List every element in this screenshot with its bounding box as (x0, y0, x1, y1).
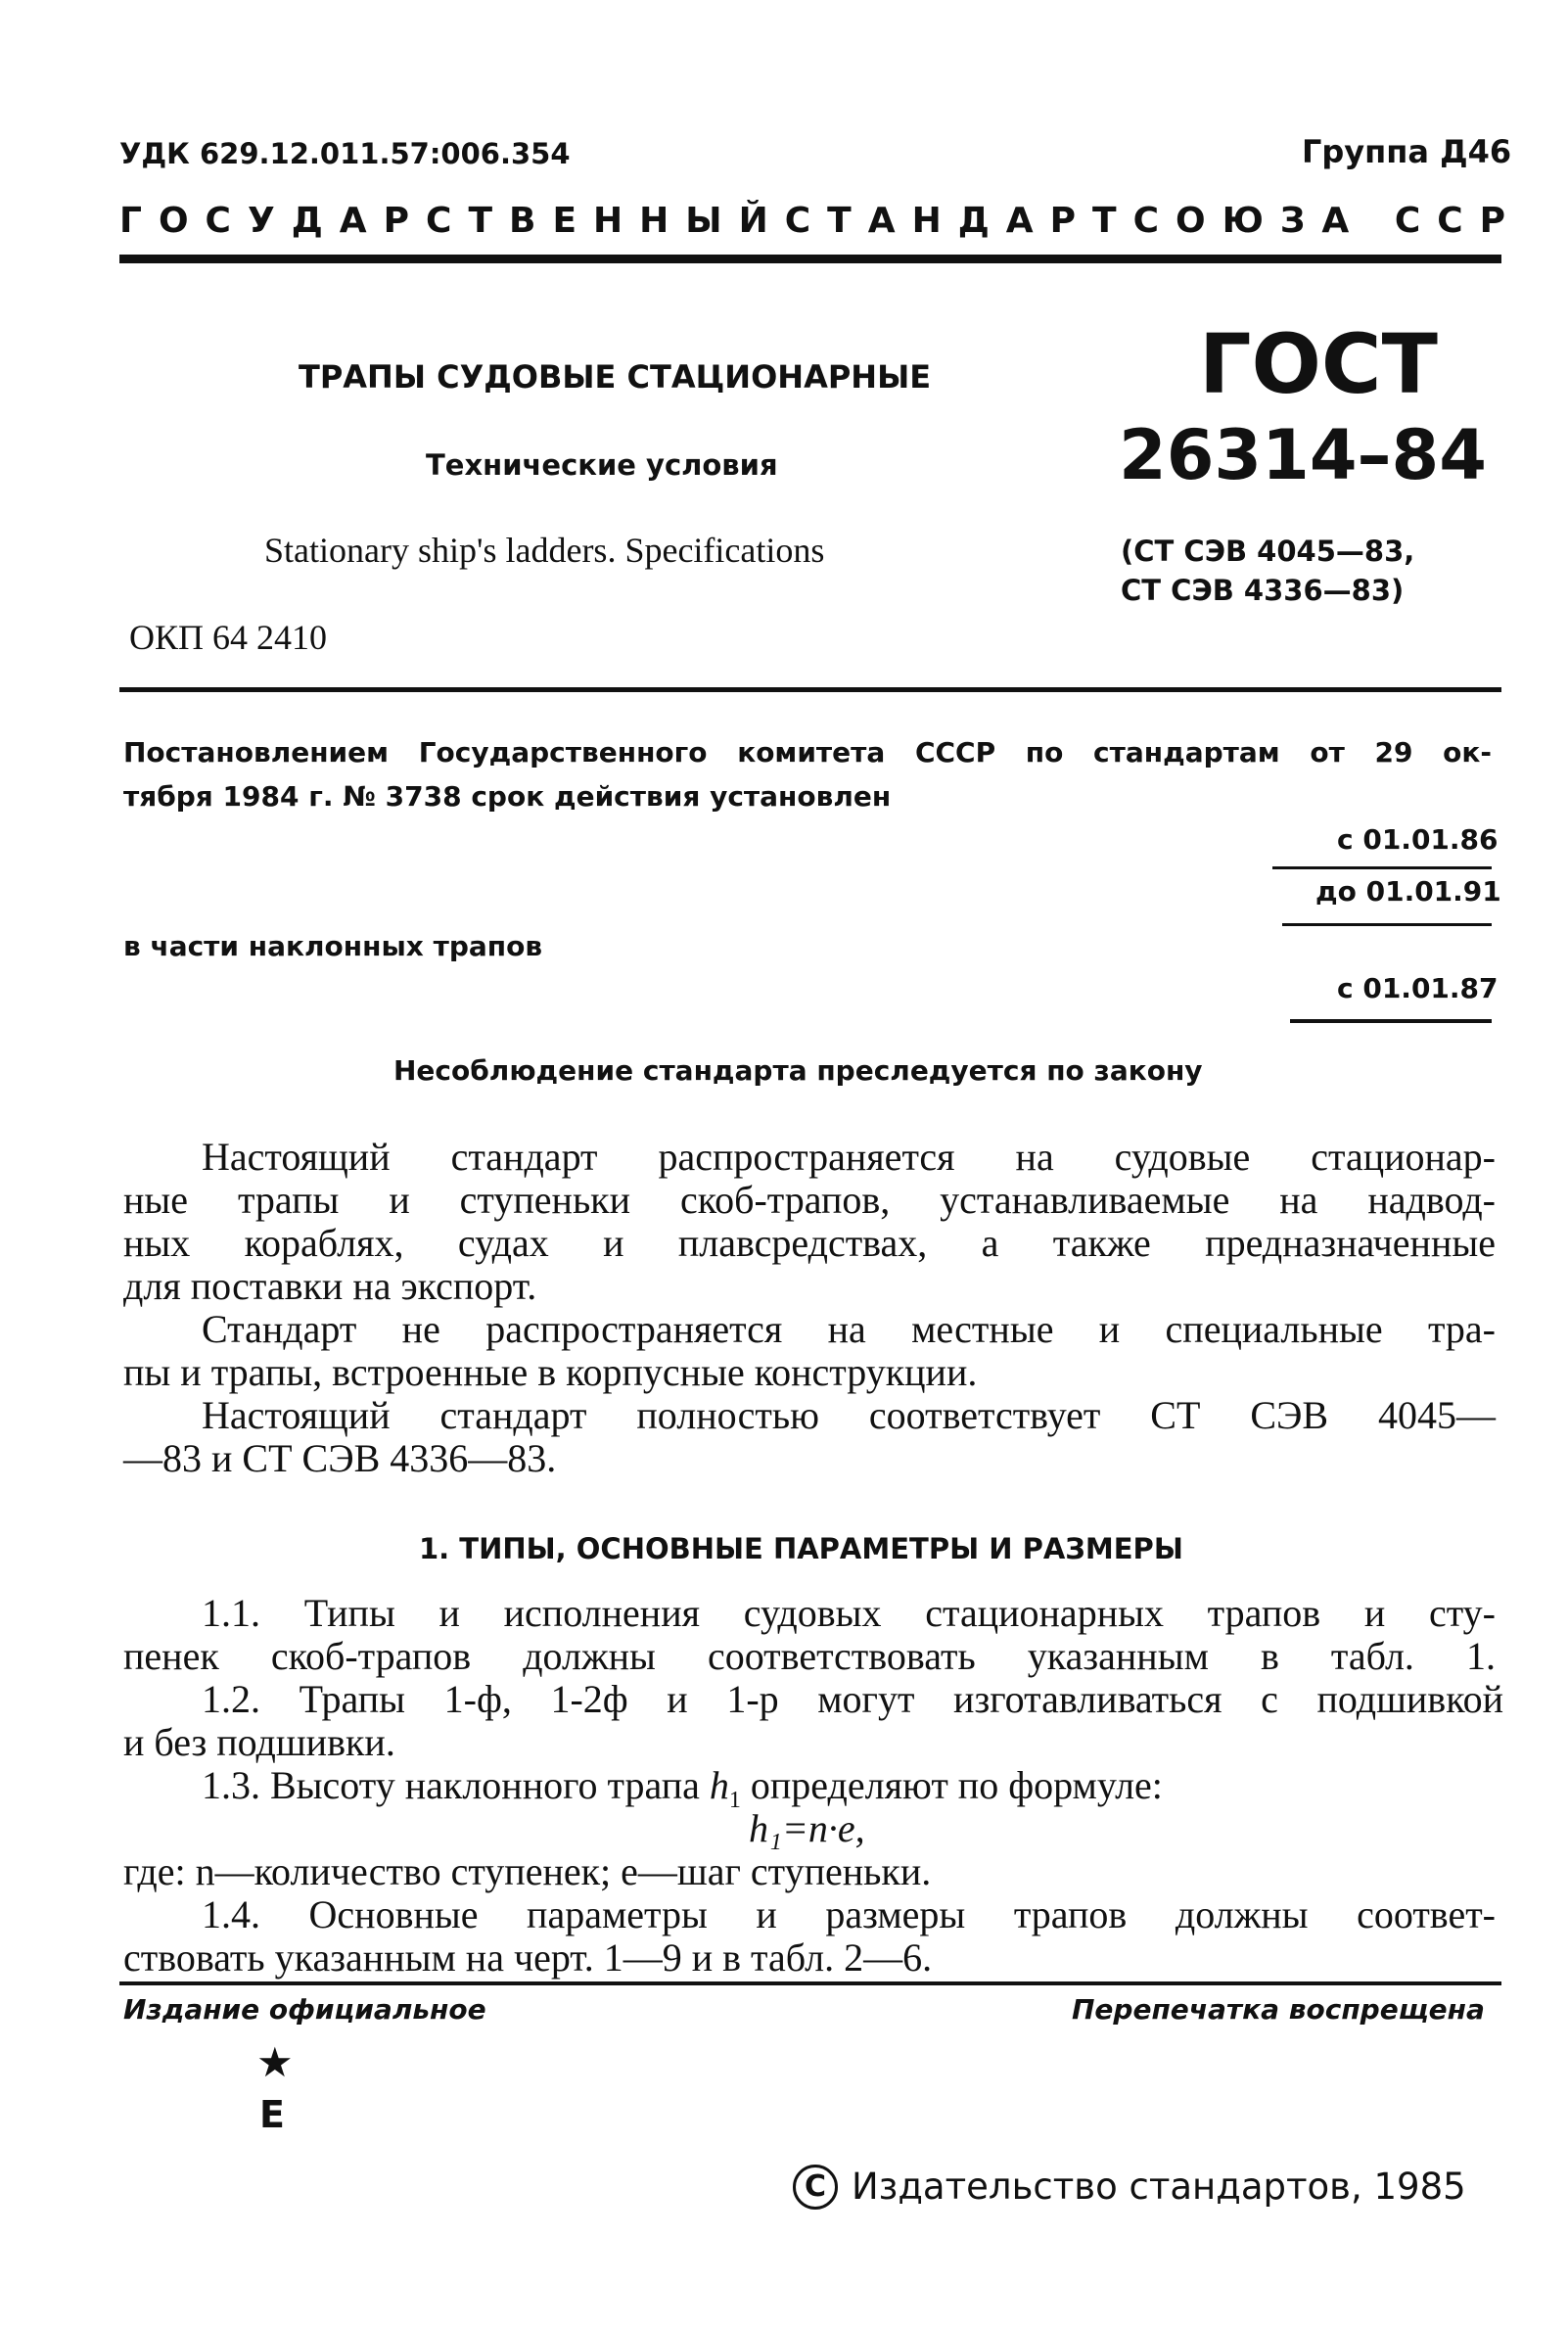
clause-1-4 (123, 1893, 1496, 1980)
text-line: Стандарт не распространяется на местные и специальные тра- (202, 1307, 1496, 1351)
udk-code: УДК 629.12.011.57:006.354 (119, 137, 571, 170)
text-line: ствовать указанным на черт. 1—9 и в табл. 2—6. (123, 1935, 933, 1980)
footer-rule (119, 1981, 1501, 1985)
text-line: пы и трапы, встроенные в корпусные конструкции. (123, 1350, 978, 1394)
banner-word-3: СОЮЗА ССР (1132, 201, 1523, 241)
okp-code: ОКП 64 2410 (129, 618, 328, 657)
text-line: Настоящий стандарт полностью соответствует СТ СЭВ 4045— (202, 1393, 1496, 1437)
section-1-heading: 1. ТИПЫ, ОСНОВНЫЕ ПАРАМЕТРЫ И РАЗМЕРЫ (419, 1532, 1183, 1565)
text-line: 1.1. Типы и исполнения судовых стационарных трапов и сту- (202, 1591, 1496, 1635)
text-line: для поставки на экспорт. (123, 1264, 537, 1308)
banner-word-2: СТАНДАРТ (784, 201, 1133, 241)
decree-line-2: тября 1984 г. № 3738 срок действия установлен (123, 780, 892, 813)
text-line: —83 и СТ СЭВ 4336—83. (123, 1436, 557, 1480)
state-standard-banner (119, 201, 1523, 241)
text-line: ных кораблях, судах и плавсредствах, а также предназначенные (123, 1221, 1496, 1265)
text-line: 1.3. Высоту наклонного трапа (202, 1763, 700, 1807)
title-block-rule (119, 687, 1501, 692)
date-effective-to: до 01.01.91 (1315, 875, 1501, 908)
clause-1-1 (123, 1592, 1496, 1678)
inclined-effective-from: с 01.01.87 (1337, 972, 1499, 1004)
intro-paragraph-3 (123, 1394, 1496, 1480)
date-rule-1 (1272, 866, 1492, 869)
formula-legend: где: n—количество ступенек; e—шаг ступеньки. (123, 1849, 932, 1893)
formula: h₁=n·e, (749, 1806, 865, 1850)
reprint-prohibited: Перепечатка воспрещена (1072, 1993, 1485, 2026)
edition-letter: Е (259, 2093, 285, 2136)
clause-1-2 (123, 1678, 1503, 1764)
text-line: ные трапы и ступеньки скоб-трапов, устанавливаемые на надвод- (123, 1178, 1496, 1222)
gost-label: ГОСТ (1199, 316, 1438, 412)
official-edition: Издание официальное (123, 1993, 486, 2026)
text-line: и без подшивки. (123, 1720, 395, 1764)
copyright-text: Издательство стандартов, 1985 (852, 2166, 1466, 2208)
st-sev-line-1: (СТ СЭВ 4045—83, (1121, 535, 1415, 568)
text-line: 1.4. Основные параметры и размеры трапов должны соответ- (202, 1892, 1496, 1936)
copyright-line (793, 2164, 1466, 2210)
intro-paragraph-1 (123, 1136, 1496, 1308)
intro-paragraph-2 (123, 1308, 1496, 1394)
date-effective-from: с 01.01.86 (1337, 823, 1499, 856)
title-ru: ТРАПЫ СУДОВЫЕ СТАЦИОНАРНЫЕ (299, 358, 932, 396)
date-rule-2 (1282, 923, 1492, 926)
title-en: Stationary ship's ladders. Specifications (264, 531, 825, 570)
st-sev-line-2: СТ СЭВ 4336—83) (1121, 574, 1405, 607)
inclined-ladders-label: в части наклонных трапов (123, 930, 543, 962)
variable-subscript: 1 (728, 1788, 741, 1813)
header-thick-rule (119, 255, 1501, 263)
gost-number: 26314–84 (1119, 415, 1487, 495)
variable-h: h (709, 1763, 729, 1807)
law-notice: Несоблюдение стандарта преследуется по закону (393, 1054, 1203, 1087)
banner-word-1: ГОСУДАРСТВЕННЫЙ (119, 201, 785, 241)
star-icon: ★ (256, 2038, 294, 2086)
decree-line-1 (123, 736, 1492, 769)
text-line: 1.2. Трапы 1-ф, 1-2ф и 1-р могут изготавливаться с подшивкой (202, 1677, 1503, 1721)
text-line: пенек скоб-трапов должны соответствовать указанным в табл. 1. (123, 1634, 1496, 1678)
clause-1-3 (202, 1763, 1163, 1813)
date-rule-3 (1290, 1019, 1492, 1023)
subtitle-ru: Технические условия (426, 448, 778, 482)
text-line: Настоящий стандарт распространяется на судовые стационар- (202, 1135, 1496, 1179)
group-code: Группа Д46 (1302, 133, 1512, 170)
copyright-icon: C (793, 2165, 838, 2210)
decree-line-1-text: Постановлением Государственного комитета СССР по стандартам от 29 ок- (123, 736, 1492, 769)
text-line: определяют по формуле: (750, 1763, 1163, 1807)
